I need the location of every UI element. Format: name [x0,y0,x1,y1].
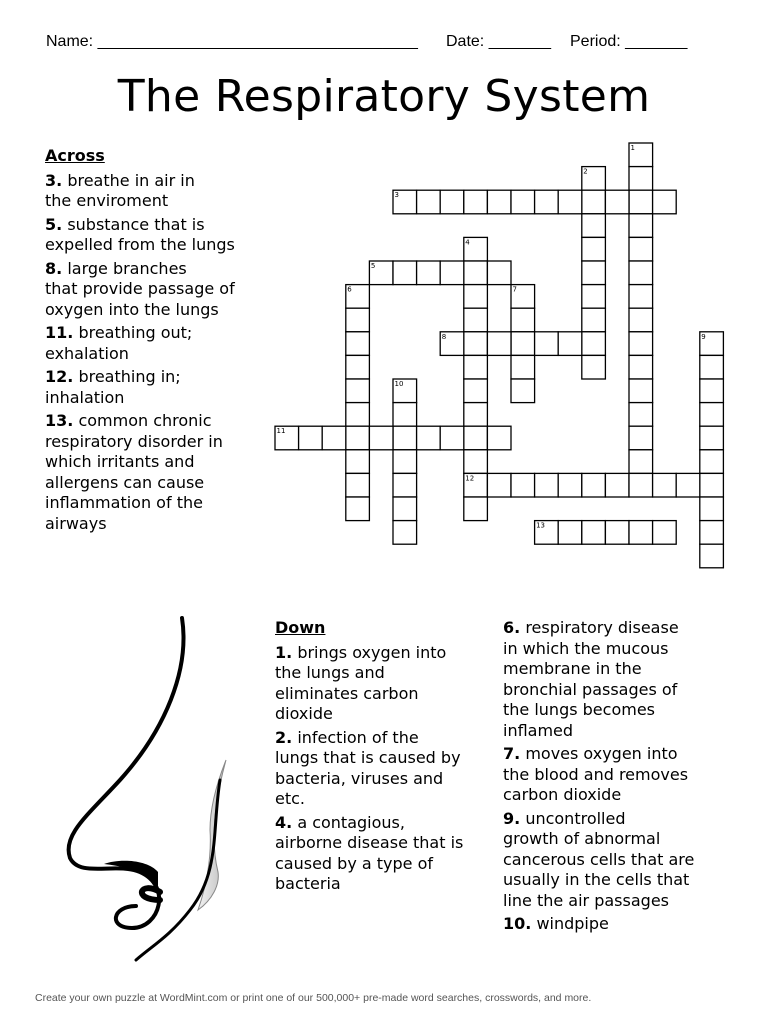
grid-cell[interactable] [464,190,488,214]
nose-illustration [40,610,240,970]
grid-cell[interactable] [582,261,606,285]
grid-cell[interactable] [582,355,606,379]
grid-cell[interactable] [700,473,724,497]
grid-cell[interactable] [464,285,488,309]
clue-number-label: 4 [465,238,470,247]
clue-text: cancerous cells that are [503,849,695,869]
page-title: The Respiratory System [117,71,651,122]
clue-text: bacteria [275,874,341,893]
grid-cell[interactable] [346,497,370,521]
grid-cell[interactable] [582,308,606,332]
clue-text: caused by a type of [275,853,434,873]
clue-number: 1. [275,642,293,662]
grid-cell[interactable] [511,473,535,497]
clue-number: 9. [503,808,521,828]
grid-cell[interactable] [487,332,511,356]
clue-text: respiratory disease [525,618,679,637]
down-clues [275,618,500,898]
date-field-label[interactable]: Date: _______ [446,33,551,50]
clue-item [503,618,733,741]
grid-cell[interactable] [629,261,653,285]
down-heading: Down [275,618,326,637]
grid-cell[interactable] [346,332,370,356]
grid-cell[interactable] [700,497,724,521]
clue-text: carbon dioxide [503,785,622,804]
grid-cell[interactable] [700,426,724,450]
grid-cell[interactable] [582,332,606,356]
clue-text: breathing in; [78,367,181,386]
clue-text: the lungs and [275,663,385,682]
clue-text: breathing out; [78,323,193,342]
grid-cell[interactable] [393,473,417,497]
clue-number: 2. [275,727,293,747]
grid-cell[interactable] [346,355,370,379]
clue-item [503,809,733,912]
clue-text: substance that is [67,214,205,234]
clue-text: uncontrolled [525,808,626,828]
grid-cell[interactable] [605,521,629,545]
grid-cell[interactable] [653,521,677,545]
clue-text: brings oxygen into [297,642,447,662]
clue-text: oxygen into the lungs [45,299,219,319]
grid-cell[interactable] [629,214,653,238]
grid-cell[interactable] [346,473,370,497]
clue-text: expelled from the lungs [45,235,235,254]
grid-cell[interactable] [464,426,488,450]
across-heading: Across [45,146,105,165]
grid-cell[interactable] [558,521,582,545]
grid-cell[interactable] [653,190,677,214]
grid-cell[interactable] [440,190,464,214]
grid-cell[interactable] [393,261,417,285]
grid-cell[interactable] [558,190,582,214]
grid-cell[interactable] [511,190,535,214]
grid-cell[interactable] [629,426,653,450]
grid-cell[interactable] [629,473,653,497]
grid-cell[interactable] [676,473,700,497]
grid-cell[interactable] [582,473,606,497]
grid-cell[interactable] [700,521,724,545]
grid-cell[interactable] [346,379,370,403]
clue-text: inhalation [45,387,125,407]
grid-cell[interactable] [464,332,488,356]
clue-number-label: 1 [630,144,635,152]
clue-text: in which the mucous [503,638,669,658]
clue-text: which irritants and [45,452,195,471]
clue-number: 12. [45,367,74,386]
grid-cell[interactable] [629,237,653,261]
grid-cell[interactable] [511,355,535,379]
grid-cell[interactable] [582,521,606,545]
clue-text: breathe in air in [67,170,195,190]
grid-cell[interactable] [700,403,724,427]
clue-text: dioxide [275,704,333,723]
grid-cell[interactable] [605,190,629,214]
grid-cell[interactable] [700,544,724,568]
grid-cell[interactable] [346,426,370,450]
name-field-label[interactable]: Name: ____________________________________ [46,33,418,50]
clue-text: bacteria, viruses and [275,768,444,788]
clue-number: 5. [45,214,63,234]
clue-text: etc. [275,789,305,808]
grid-cell[interactable] [487,190,511,214]
grid-cell[interactable] [629,521,653,545]
clue-number-label: 3 [394,191,399,200]
clue-text: airways [45,513,107,533]
clue-text: infection of the [297,727,419,747]
clue-number: 10. [503,914,532,933]
clue-text: line the air passages [503,890,669,910]
clue-text: a contagious, [297,812,405,832]
clue-text: bronchial passages of [503,679,678,699]
clue-text: inflamed [503,720,574,740]
clue-text: respiratory disorder in [45,431,223,451]
clue-number: 6. [503,618,521,637]
clue-text: inflammation of the [45,493,203,512]
clue-number-label: 11 [276,427,286,436]
clue-item [275,643,500,725]
grid-cell[interactable] [464,379,488,403]
grid-cell[interactable] [487,426,511,450]
clue-text: membrane in the [503,659,642,678]
clue-text: allergens can cause [45,472,205,492]
grid-cell[interactable] [653,473,677,497]
grid-cell[interactable] [700,450,724,474]
grid-cell[interactable] [629,190,653,214]
grid-cell[interactable] [299,426,323,450]
clue-number: 7. [503,744,521,763]
grid-cell[interactable] [464,450,488,474]
clue-number-label: 13 [536,521,546,530]
clue-text: eliminates carbon [275,683,419,703]
clue-text: exhalation [45,343,129,363]
grid-cell[interactable] [582,190,606,214]
down-clues-continued [503,618,733,938]
clue-text: windpipe [536,914,609,933]
grid-cell[interactable] [700,355,724,379]
grid-cell[interactable] [417,261,441,285]
grid-cell[interactable] [582,237,606,261]
grid-cell[interactable] [346,308,370,332]
clue-number: 11. [45,323,74,342]
grid-cell[interactable] [393,450,417,474]
grid-cell[interactable] [629,285,653,309]
clue-text: growth of abnormal [503,829,661,848]
grid-cell[interactable] [393,521,417,545]
grid-cell[interactable] [393,403,417,427]
clue-number-label: 7 [512,285,517,294]
grid-cell[interactable] [417,426,441,450]
grid-cell[interactable] [346,450,370,474]
grid-cell[interactable] [464,403,488,427]
grid-cell[interactable] [440,261,464,285]
grid-cell[interactable] [464,308,488,332]
clue-item [275,728,500,810]
grid-cell[interactable] [322,426,346,450]
grid-cell[interactable] [464,355,488,379]
clue-number: 8. [45,258,63,278]
grid-cell[interactable] [558,332,582,356]
clue-text: airborne disease that is [275,833,464,852]
clue-number: 13. [45,411,74,430]
grid-cell[interactable] [393,426,417,450]
grid-cell[interactable] [464,261,488,285]
grid-cell[interactable] [582,285,606,309]
grid-cell[interactable] [535,473,559,497]
grid-cell[interactable] [440,426,464,450]
grid-cell[interactable] [535,332,559,356]
grid-cell[interactable] [582,214,606,238]
clue-text: the enviroment [45,191,169,210]
grid-cell[interactable] [629,332,653,356]
grid-cell[interactable] [535,190,559,214]
grid-cell[interactable] [393,497,417,521]
grid-cell[interactable] [346,403,370,427]
clue-text: that provide passage of [45,279,235,298]
grid-cell[interactable] [629,450,653,474]
clue-text: large branches [67,258,187,278]
clue-item [503,744,733,806]
clue-item [503,914,733,935]
grid-cell[interactable] [629,355,653,379]
grid-cell[interactable] [511,332,535,356]
grid-cell[interactable] [605,473,629,497]
clue-item [275,813,500,895]
clue-text: the lungs becomes [503,700,655,719]
clue-number-label: 2 [583,167,588,176]
footer-note: Create your own puzzle at WordMint.com or print one of our 500,000+ pre-made word searches, crosswords, and more. [35,992,592,1004]
clue-text: the blood and removes [503,764,689,784]
clue-number-label: 8 [441,332,447,341]
clue-number-label: 12 [465,474,475,483]
clue-number: 4. [275,812,293,832]
grid-cell[interactable] [629,308,653,332]
clue-number-label: 6 [347,285,352,294]
grid-cell[interactable] [464,497,488,521]
grid-cell[interactable] [558,473,582,497]
grid-cell[interactable] [629,379,653,403]
clue-number-label: 9 [701,332,706,341]
grid-cell[interactable] [700,379,724,403]
grid-cell[interactable] [629,403,653,427]
period-field-label[interactable]: Period: _______ [570,33,688,50]
clue-number-label: 5 [370,262,376,270]
grid-cell[interactable] [487,473,511,497]
grid-cell[interactable] [487,261,511,285]
grid-cell[interactable] [629,167,653,191]
clue-number: 3. [45,170,63,190]
grid-cell[interactable] [417,190,441,214]
clue-text: lungs that is caused by [275,748,461,767]
grid-cell[interactable] [369,426,393,450]
clue-text: usually in the cells that [503,870,690,889]
clue-number-label: 10 [394,380,404,388]
clue-text: common chronic [78,411,212,430]
grid-cell[interactable] [511,379,535,403]
clue-text: moves oxygen into [525,744,678,763]
grid-cell[interactable] [511,308,535,332]
